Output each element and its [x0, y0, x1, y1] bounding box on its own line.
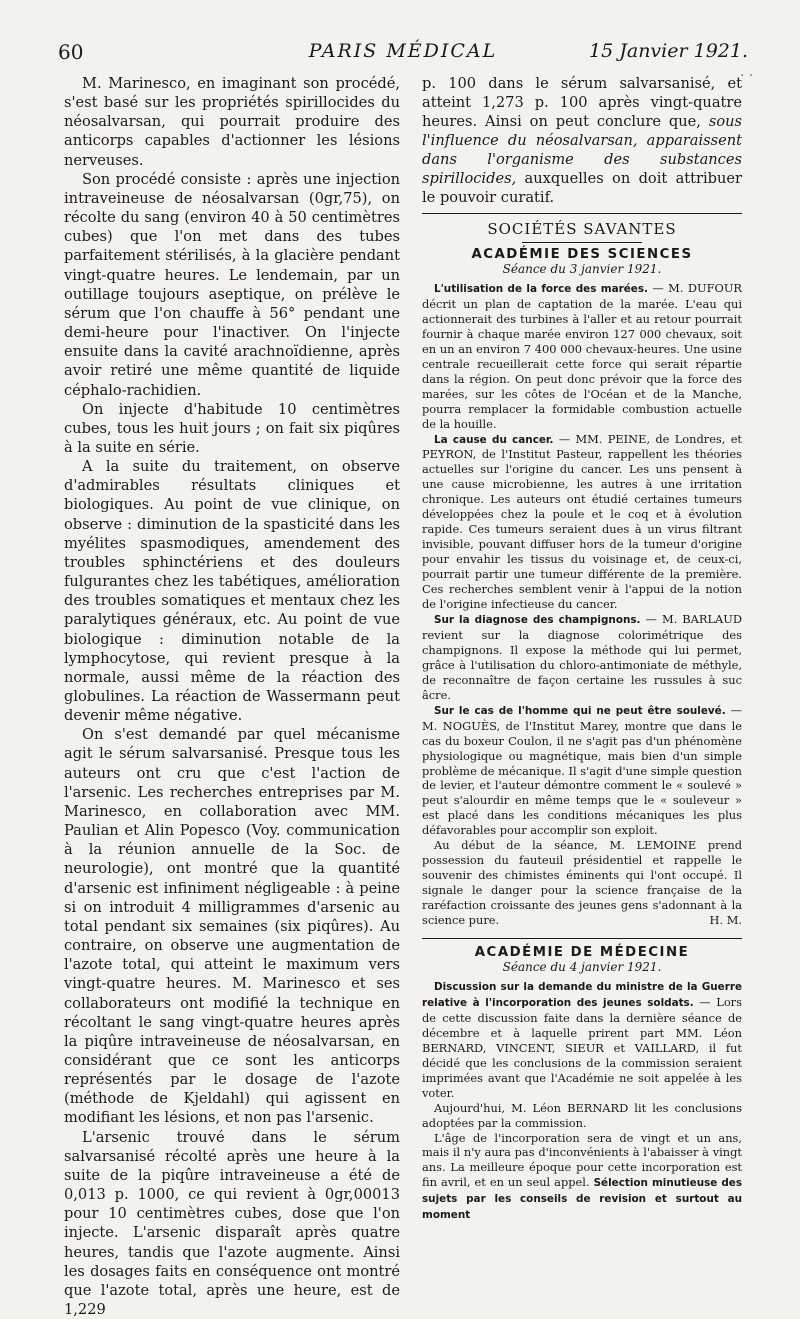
- left-column: [64, 74, 400, 1319]
- title-underline: [522, 242, 642, 243]
- report-item: La cause du cancer. — MM. PEINE, de Londres, et PEYRON, de l'Institut Pasteur, rappellent les théories actuelles sur l'origine du cancer. Les uns pensent à une cause microbienne, les autres à une irritation chronique. Les auteurs ont étudié certaines tumeurs développées chez la poule et le coq et à évolution rapide. Ces tumeurs seraient dues à un virus filtrant invisible, pouvant diffuser hors de la tumeur d'origine pour envahir les tissus du voisinage et, de ceux-ci, pourrait partir une tumeur différente de la première. Ces recherches semblent venir à l'appui de la notion de l'origine infectieuse du cancer.: [422, 431, 743, 612]
- sciences-reports: [422, 281, 742, 928]
- section-divider: [422, 938, 742, 939]
- article-conclusion: p. 100 dans le sérum salvarsanisé, et atteint 1,273 p. 100 après vingt-quatre heures. Ainsi on peut conclure que, sous l'influence du néosalvarsan, apparaissent dans l'organisme des substances spirillocides, auxquelles on doit attribuer le pouvoir curatif.: [422, 75, 742, 206]
- paragraph: L'arsenic trouvé dans le sérum salvarsanisé récolté après une heure à la suite de la piqûre intraveineuse a été de 0,013 p. 1000, ce qui revient à 0gr,00013 pour 10 centimètres cubes, dose que l'on injecte. L'arsenic disparaît après quatre heures, tandis que l'azote augmente. Ainsi les dosages faits en conséquence ont montré que l'azote total, après une heure, est de 1,229: [64, 1128, 400, 1318]
- report-item: Discussion sur la demande du ministre de la Guerre relative à l'incorporation des jeunes soldats. — Lors de cette discussion faite dans la dernière séance de décembre et à laquelle prirent part MM. Léon BERNARD, VINCENT, SIEUR et VAILLARD, il fut décidé que les conclusions de la commission seraient imprimées avant que l'Académie ne soit appelée à les voter.: [422, 980, 742, 1100]
- academy-heading-medecine: ACADÉMIE DE MÉDECINE: [474, 944, 690, 960]
- report-item: Sur le cas de l'homme qui ne peut être soulevé. — M. NOGUÈS, de l'Institut Marey, montre que dans le cas du boxeur Coulon, il ne s'agit pas d'un phénomène physiologique ou magnétique, mais bien d'un simple problème de mécanique. Il s'agit d'une simple question de levier, et l'auteur démontre comment le « soulevé » peut s'alourdir en même temps que le « souleveur » est placé dans les conditions mécaniques les plus défavorables pour accomplir son exploit.: [422, 702, 743, 838]
- signature: H. M.: [709, 913, 742, 928]
- paragraph: On injecte d'habitude 10 centimètres cubes, tous les huit jours ; on fait six piqûres à la suite en série.: [64, 400, 400, 456]
- ink-mark: · ·: [740, 68, 754, 84]
- session-date-medecine: Séance du 4 janvier 1921.: [502, 959, 662, 974]
- session-date-sciences: Séance du 3 janvier 1921.: [502, 262, 662, 276]
- report-item: L'âge de l'incorporation sera de vingt et un ans, mais il n'y aura pas d'inconvénients à l'abaisser à vingt ans. La meilleure époque pour cette incorporation est fin avril, et en un seul appel. Sélection minutieuse des sujets par les conseils de revision et surtout au moment: [422, 1130, 743, 1222]
- academy-heading-sciences: ACADÉMIE DES SCIENCES: [471, 247, 693, 262]
- page-number: 60: [58, 40, 84, 64]
- section-title: SOCIÉTÉS SAVANTES: [487, 220, 677, 238]
- page-header: [58, 40, 748, 70]
- section-divider: [422, 213, 742, 214]
- right-column: [422, 74, 742, 1223]
- issue-date: 15 Janvier 1921.: [589, 40, 748, 62]
- conclusion-emphasis: sous l'influence du néosalvarsan, apparaissent dans l'organisme des substances spirillocides,: [422, 113, 742, 187]
- report-item: L'utilisation de la force des marées. — M. DUFOUR décrit un plan de captation de la marée. L'eau qui actionnerait des turbines à l'aller et au retour pourrait fournir à chaque marée environ 127 000 chevaux, soit en un an environ 7 400 000 chevaux-heures. Une usine centrale recueillerait cette force qui serait répartie dans la région. On peut donc prévoir que la force des marées, sur les côtes de l'Océan et de la Manche, pourra remplacer la formidable combustion actuelle de la houille.: [422, 281, 742, 431]
- report-item: Au début de la séance, M. LEMOINE prend possession du fauteuil présidentiel et rappelle le souvenir des chimistes éminents qui l'ont occupé. Il signale le danger pour la science française de la raréfaction croissante des jeunes gens s'adonnant à la science pure. H. M.: [422, 838, 742, 928]
- medecine-reports: [422, 979, 742, 1223]
- paragraph: A la suite du traitement, on observe d'admirables résultats cliniques et biologiques. Au point de vue clinique, on observe : diminution de la spasticité dans les myélites spasmodiques, amendement des troubles sphinctériens et des douleurs fulgurantes chez les tabétiques, amélioration des troubles somatiques et mentaux chez les paralytiques généraux, etc. Au point de vue biologique : diminution notable de la lymphocytose, qui revient presque à la normale, aussi même de la réaction des globulines. La réaction de Wassermann peut devenir même négative.: [64, 458, 400, 725]
- paragraph: Son procédé consiste : après une injection intraveineuse de néosalvarsan (0gr,75), on récolte du sang (environ 40 à 50 centimètres cubes) que l'on met dans des tubes parfaitement stérilisés, à la glacière pendant vingt-quatre heures. Le lendemain, par un outillage toujours aseptique, on prélève le sérum que l'on chauffe à 56° pendant une demi-heure pour l'inactiver. On l'injecte ensuite dans la cavité arachnoïdienne, après avoir retiré une même quantité de liquide céphalo-rachidien.: [64, 170, 400, 399]
- report-item: Sur la diagnose des champignons. — M. BARLAUD revient sur la diagnose colorimétrique des champignons. Il expose la méthode qui lui permet, grâce à l'utilisation du chloro-antimoniate de méthyle, de reconnaître de façon certaine les russules à suc âcre.: [422, 611, 742, 702]
- journal-title: PARIS MÉDICAL: [308, 40, 498, 62]
- paragraph: On s'est demandé par quel mécanisme agit le sérum salvarsanisé. Presque tous les auteurs ont cru que c'est l'action de l'arsenic. Les recherches entreprises par M. Marinesco, en collaboration avec MM. Paulian et Alin Popesco (Voy. communication à la réunion annuelle de la Soc. de neurologie), ont montré que la quantité d'arsenic est infiniment négligeable : à peine si on introduit 4 milligrammes d'arsenic au total pendant six semaines (six piqûres). Au contraire, on observe une augmentation de l'azote total, qui atteint le maximum vers vingt-quatre heures. M. Marinesco et ses collaborateurs ont modifié la technique en récoltant le sang vingt-quatre heures après la piqûre intraveineuse de néosalvarsan, en considérant que ce sont les anticorps représentés par le dosage de l'azote (méthode de Kjeldahl) qui agissent en modifiant les lésions, et non pas l'arsenic.: [64, 726, 400, 1127]
- report-item: Aujourd'hui, M. Léon BERNARD lit les conclusions adoptées par la commission.: [422, 1100, 742, 1130]
- paragraph: M. Marinesco, en imaginant son procédé, s'est basé sur les propriétés spirillocides du néosalvarsan, qui pourrait produire des anticorps capables d'actionner les lésions nerveuses.: [64, 75, 400, 169]
